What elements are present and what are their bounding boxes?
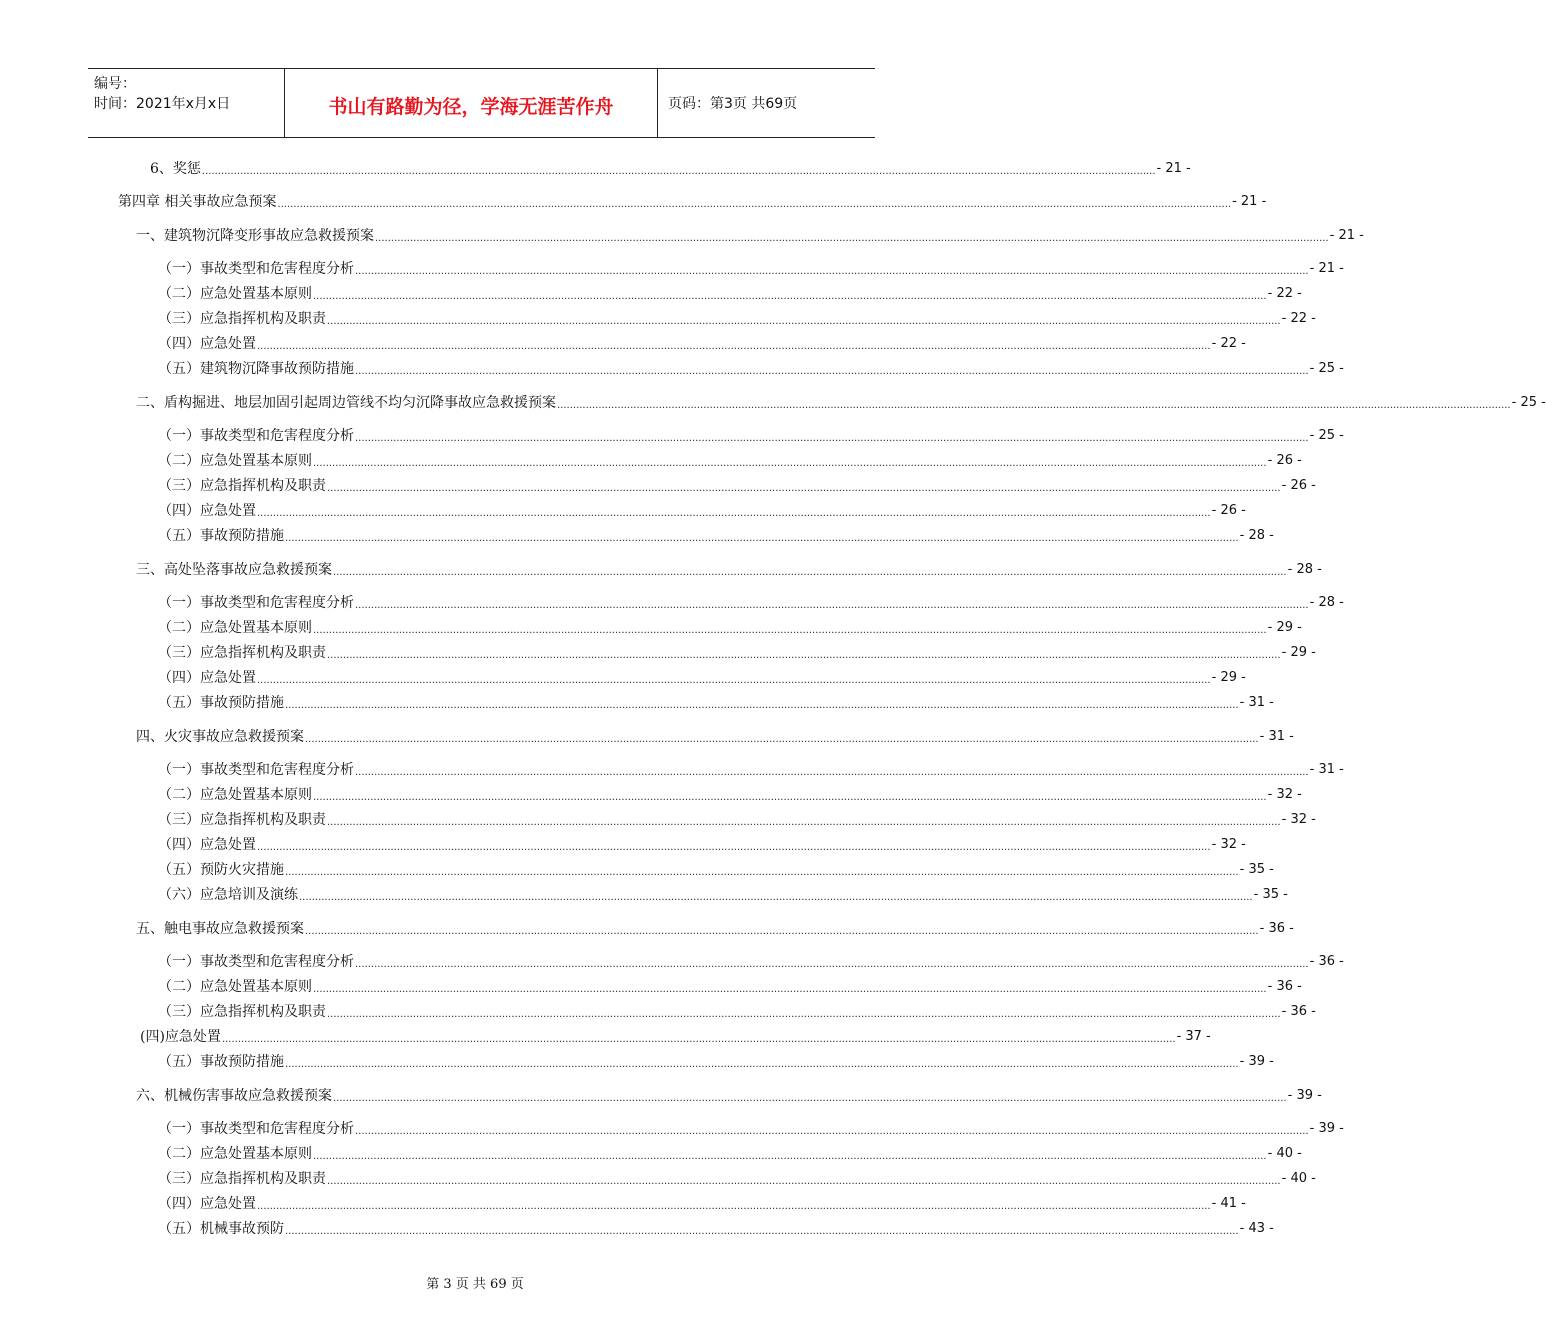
- serial-label: 编号：: [94, 76, 136, 92]
- toc-entry[interactable]: [158, 785, 1302, 805]
- toc-entry-title: （五）事故预防措施: [158, 695, 284, 711]
- toc-leader-dots: ............................................................................................................................................................................................................................................................................................................: [299, 892, 1253, 903]
- toc-leader-dots: ............................................................................................................................................................................................................................................................................................................: [305, 734, 1259, 745]
- toc-entry-page: - 39 -: [1287, 1088, 1322, 1103]
- toc-entry-page: - 36 -: [1309, 954, 1344, 969]
- toc-leader-dots: ............................................................................................................................................................................................................................................................................................................: [327, 1009, 1281, 1020]
- toc-entry-page: - 32 -: [1211, 837, 1246, 852]
- toc-entry-page: - 29 -: [1281, 645, 1316, 660]
- toc-leader-dots: ............................................................................................................................................................................................................................................................................................................: [355, 959, 1309, 970]
- toc-leader-dots: ............................................................................................................................................................................................................................................................................................................: [333, 567, 1287, 578]
- toc-leader-dots: ............................................................................................................................................................................................................................................................................................................: [327, 817, 1281, 828]
- toc-entry-title: （一）事故类型和危害程度分析: [158, 428, 354, 444]
- toc-entry[interactable]: [118, 192, 1267, 212]
- header-page-cell: [658, 69, 875, 137]
- toc-entry-title: （五）事故预防措施: [158, 1054, 284, 1070]
- toc-entry-title: 六、机械伤害事故应急救援预案: [136, 1088, 332, 1104]
- header-motto-cell: [285, 69, 658, 137]
- toc-leader-dots: ............................................................................................................................................................................................................................................................................................................: [355, 600, 1309, 611]
- toc-entry-title: （四）应急处置: [158, 670, 256, 686]
- toc-entry[interactable]: [158, 693, 1274, 713]
- toc-leader-dots: ............................................................................................................................................................................................................................................................................................................: [355, 767, 1309, 778]
- toc-leader-dots: ............................................................................................................................................................................................................................................................................................................: [221, 1034, 1176, 1045]
- toc-entry-title: （二）应急处置基本原则: [158, 787, 312, 803]
- toc-entry-page: - 39 -: [1309, 1121, 1344, 1136]
- toc-entry[interactable]: [136, 727, 1294, 747]
- toc-entry-page: - 29 -: [1211, 670, 1246, 685]
- toc-entry-title: （五）建筑物沉降事故预防措施: [158, 361, 354, 377]
- toc-entry[interactable]: [158, 526, 1274, 546]
- toc-entry-page: - 36 -: [1259, 921, 1294, 936]
- toc-leader-dots: ............................................................................................................................................................................................................................................................................................................: [257, 1201, 1211, 1212]
- toc-entry-page: - 37 -: [1176, 1029, 1211, 1044]
- toc-leader-dots: ............................................................................................................................................................................................................................................................................................................: [201, 166, 1156, 177]
- toc-leader-dots: ............................................................................................................................................................................................................................................................................................................: [285, 867, 1239, 878]
- toc-entry-page: - 22 -: [1281, 311, 1316, 326]
- toc-entry[interactable]: [158, 1219, 1274, 1239]
- toc-leader-dots: ............................................................................................................................................................................................................................................................................................................: [305, 926, 1259, 937]
- toc-entry-title: 五、触电事故应急救援预案: [136, 921, 304, 937]
- toc-entry-title: （三）应急指挥机构及职责: [158, 478, 326, 494]
- toc-entry-title: （四）应急处置: [158, 503, 256, 519]
- toc-entry[interactable]: [158, 952, 1344, 972]
- toc-leader-dots: ............................................................................................................................................................................................................................................................................................................: [355, 1126, 1309, 1137]
- toc-leader-dots: ............................................................................................................................................................................................................................................................................................................: [313, 458, 1267, 469]
- toc-leader-dots: ............................................................................................................................................................................................................................................................................................................: [313, 792, 1267, 803]
- toc-entry-page: - 25 -: [1309, 428, 1344, 443]
- toc-entry[interactable]: [158, 1144, 1302, 1164]
- toc-entry[interactable]: [158, 451, 1302, 471]
- toc-entry-page: - 21 -: [1329, 228, 1364, 243]
- header-page-info: 页码：第3页 共69页: [668, 96, 798, 112]
- toc-entry[interactable]: [158, 359, 1344, 379]
- toc-entry-title: （一）事故类型和危害程度分析: [158, 762, 354, 778]
- toc-leader-dots: ............................................................................................................................................................................................................................................................................................................: [375, 233, 1329, 244]
- toc-entry[interactable]: [158, 860, 1274, 880]
- toc-entry-page: - 36 -: [1267, 979, 1302, 994]
- toc-leader-dots: ............................................................................................................................................................................................................................................................................................................: [285, 1226, 1239, 1237]
- toc-entry-title: （三）应急指挥机构及职责: [158, 311, 326, 327]
- toc-entry-page: - 40 -: [1267, 1146, 1302, 1161]
- header-meta-cell: [88, 69, 285, 137]
- toc-entry[interactable]: [158, 977, 1302, 997]
- toc-entry-page: - 28 -: [1309, 595, 1344, 610]
- toc-entry-title: 一、建筑物沉降变形事故应急救援预案: [136, 228, 374, 244]
- toc-entry[interactable]: [158, 476, 1316, 496]
- toc-entry-title: 三、高处坠落事故应急救援预案: [136, 562, 332, 578]
- toc-entry-page: - 28 -: [1287, 562, 1322, 577]
- date-label: 时间：2021年x月x日: [94, 96, 231, 112]
- toc-entry-page: - 26 -: [1267, 453, 1302, 468]
- toc-entry[interactable]: [158, 643, 1316, 663]
- toc-entry-page: - 36 -: [1281, 1004, 1316, 1019]
- toc-entry-title: 二、盾构掘进、地层加固引起周边管线不均匀沉降事故应急救援预案: [136, 395, 556, 411]
- toc-leader-dots: ............................................................................................................................................................................................................................................................................................................: [313, 984, 1267, 995]
- toc-entry[interactable]: [158, 1052, 1274, 1072]
- toc-leader-dots: ............................................................................................................................................................................................................................................................................................................: [557, 400, 1511, 411]
- toc-entry-title: （二）应急处置基本原则: [158, 453, 312, 469]
- motto: 书山有路勤为径，学海无涯苦作舟: [328, 96, 614, 118]
- toc-leader-dots: ............................................................................................................................................................................................................................................................................................................: [313, 625, 1267, 636]
- toc-leader-dots: ............................................................................................................................................................................................................................................................................................................: [327, 650, 1281, 661]
- toc-entry-title: （六）应急培训及演练: [158, 887, 298, 903]
- toc-entry[interactable]: [140, 1027, 1211, 1047]
- toc-entry-title: 第四章 相关事故应急预案: [118, 194, 277, 210]
- toc-entry[interactable]: [136, 560, 1322, 580]
- toc-entry[interactable]: [158, 1119, 1344, 1139]
- toc-leader-dots: ............................................................................................................................................................................................................................................................................................................: [355, 366, 1309, 377]
- toc-leader-dots: ............................................................................................................................................................................................................................................................................................................: [285, 533, 1239, 544]
- toc-entry[interactable]: [158, 1169, 1316, 1189]
- toc-entry-title: (四)应急处置: [140, 1029, 221, 1045]
- toc-entry-title: （三）应急指挥机构及职责: [158, 645, 326, 661]
- toc-entry[interactable]: [158, 593, 1344, 613]
- page-header: [88, 68, 875, 138]
- toc-leader-dots: ............................................................................................................................................................................................................................................................................................................: [285, 700, 1239, 711]
- toc-leader-dots: ............................................................................................................................................................................................................................................................................................................: [327, 316, 1281, 327]
- toc-entry[interactable]: [158, 618, 1302, 638]
- toc-entry[interactable]: [136, 226, 1364, 246]
- toc-entry[interactable]: [158, 501, 1246, 521]
- toc-entry-page: - 32 -: [1281, 812, 1316, 827]
- toc-leader-dots: ............................................................................................................................................................................................................................................................................................................: [257, 842, 1211, 853]
- toc-leader-dots: ............................................................................................................................................................................................................................................................................................................: [355, 266, 1309, 277]
- toc-entry-title: （二）应急处置基本原则: [158, 286, 312, 302]
- toc-entry-page: - 25 -: [1511, 395, 1546, 410]
- toc-entry-title: （五）预防火灾措施: [158, 862, 284, 878]
- toc-entry-page: - 21 -: [1156, 161, 1191, 176]
- toc-entry-title: （四）应急处置: [158, 1196, 256, 1212]
- toc-entry-title: （二）应急处置基本原则: [158, 979, 312, 995]
- toc-leader-dots: ............................................................................................................................................................................................................................................................................................................: [355, 433, 1309, 444]
- toc-entry[interactable]: [158, 1194, 1246, 1214]
- toc-entry-page: - 32 -: [1267, 787, 1302, 802]
- toc-entry[interactable]: [158, 810, 1316, 830]
- page-footer: 第 3 页 共 69 页: [426, 1277, 524, 1292]
- toc-entry-title: （二）应急处置基本原则: [158, 1146, 312, 1162]
- toc-entry[interactable]: [158, 835, 1246, 855]
- toc-entry-page: - 41 -: [1211, 1196, 1246, 1211]
- toc-entry-page: - 31 -: [1259, 729, 1294, 744]
- toc-entry-page: - 28 -: [1239, 528, 1274, 543]
- toc-entry[interactable]: [136, 919, 1294, 939]
- toc-entry-title: （一）事故类型和危害程度分析: [158, 954, 354, 970]
- toc-entry[interactable]: [136, 393, 1546, 413]
- toc-leader-dots: ............................................................................................................................................................................................................................................................................................................: [277, 199, 1232, 210]
- toc-leader-dots: ............................................................................................................................................................................................................................................................................................................: [257, 508, 1211, 519]
- toc-entry-page: - 31 -: [1239, 695, 1274, 710]
- toc-entry[interactable]: [158, 309, 1316, 329]
- toc-entry[interactable]: [158, 760, 1344, 780]
- toc-entry-title: （一）事故类型和危害程度分析: [158, 1121, 354, 1137]
- toc-entry[interactable]: [158, 334, 1246, 354]
- toc-entry[interactable]: [158, 1002, 1316, 1022]
- toc-entry-title: （三）应急指挥机构及职责: [158, 1171, 326, 1187]
- toc-entry[interactable]: [150, 159, 1191, 179]
- toc-entry-title: （一）事故类型和危害程度分析: [158, 595, 354, 611]
- toc-leader-dots: ............................................................................................................................................................................................................................................................................................................: [257, 675, 1211, 686]
- toc-entry-page: - 21 -: [1309, 261, 1344, 276]
- toc-entry-page: - 35 -: [1253, 887, 1288, 902]
- toc-entry[interactable]: [158, 668, 1246, 688]
- toc-entry-title: 6、奖惩: [150, 161, 201, 177]
- toc-entry[interactable]: [158, 284, 1302, 304]
- toc-entry-page: - 40 -: [1281, 1171, 1316, 1186]
- toc-entry-title: （三）应急指挥机构及职责: [158, 812, 326, 828]
- toc-entry-title: （四）应急处置: [158, 336, 256, 352]
- toc-entry-page: - 35 -: [1239, 862, 1274, 877]
- toc-leader-dots: ............................................................................................................................................................................................................................................................................................................: [333, 1093, 1287, 1104]
- toc-entry-page: - 31 -: [1309, 762, 1344, 777]
- toc-leader-dots: ............................................................................................................................................................................................................................................................................................................: [327, 1176, 1281, 1187]
- toc-entry-page: - 29 -: [1267, 620, 1302, 635]
- toc-entry[interactable]: [158, 885, 1288, 905]
- toc-entry[interactable]: [158, 426, 1344, 446]
- toc-leader-dots: ............................................................................................................................................................................................................................................................................................................: [257, 341, 1211, 352]
- toc-entry[interactable]: [136, 1086, 1322, 1106]
- toc-entry-title: （五）机械事故预防: [158, 1221, 284, 1237]
- toc-entry-title: （三）应急指挥机构及职责: [158, 1004, 326, 1020]
- toc-leader-dots: ............................................................................................................................................................................................................................................................................................................: [313, 291, 1267, 302]
- toc-leader-dots: ............................................................................................................................................................................................................................................................................................................: [327, 483, 1281, 494]
- toc-entry-page: - 25 -: [1309, 361, 1344, 376]
- toc-entry-page: - 39 -: [1239, 1054, 1274, 1069]
- toc-entry-page: - 22 -: [1211, 336, 1246, 351]
- toc-entry-title: （四）应急处置: [158, 837, 256, 853]
- toc-entry-title: （五）事故预防措施: [158, 528, 284, 544]
- toc-entry-title: （二）应急处置基本原则: [158, 620, 312, 636]
- toc-entry-page: - 26 -: [1211, 503, 1246, 518]
- toc-entry-page: - 22 -: [1267, 286, 1302, 301]
- toc-entry-page: - 43 -: [1239, 1221, 1274, 1236]
- toc-leader-dots: ............................................................................................................................................................................................................................................................................................................: [285, 1059, 1239, 1070]
- toc-entry[interactable]: [158, 259, 1344, 279]
- toc-entry-title: （一）事故类型和危害程度分析: [158, 261, 354, 277]
- toc-entry-page: - 26 -: [1281, 478, 1316, 493]
- toc-entry-page: - 21 -: [1232, 194, 1267, 209]
- toc-leader-dots: ............................................................................................................................................................................................................................................................................................................: [313, 1151, 1267, 1162]
- toc-entry-title: 四、火灾事故应急救援预案: [136, 729, 304, 745]
